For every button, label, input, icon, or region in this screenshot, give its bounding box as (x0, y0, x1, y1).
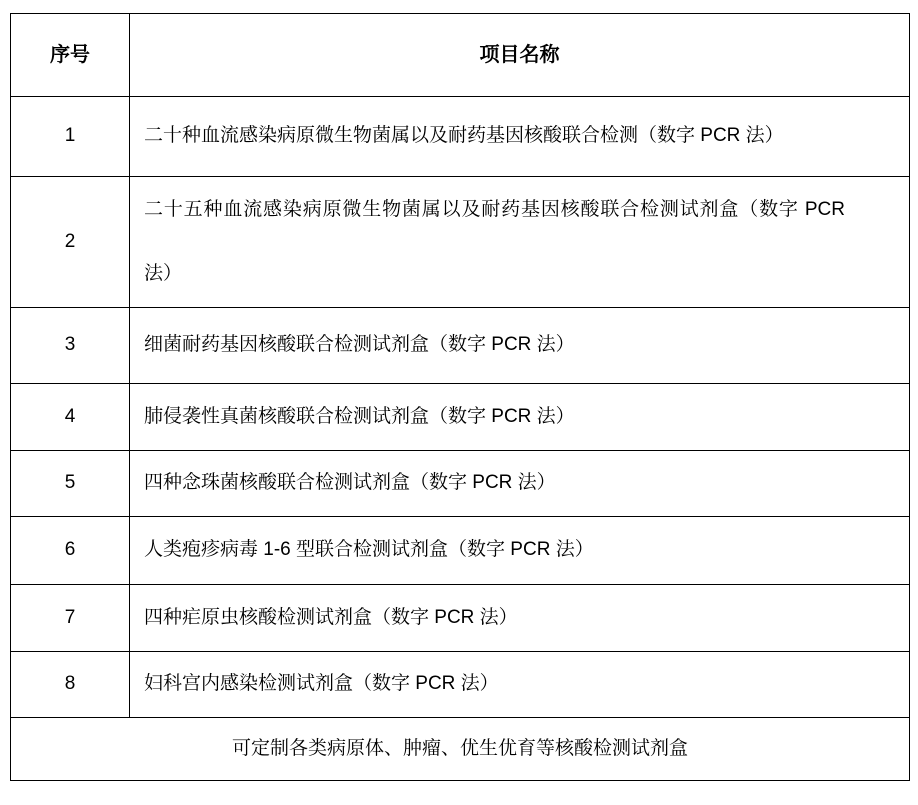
row-index-cell: 8 (11, 652, 130, 718)
project-name-cell: 细菌耐药基因核酸联合检测试剂盒（数字 PCR 法） (130, 308, 910, 384)
project-name-cell: 妇科宫内感染检测试剂盒（数字 PCR 法） (130, 652, 910, 718)
row-index-cell: 7 (11, 585, 130, 652)
table-header-row (11, 14, 910, 97)
header-name-cell: 项目名称 (130, 14, 910, 97)
table-row (11, 517, 910, 585)
table-row (11, 177, 910, 308)
project-name-cell: 肺侵袭性真菌核酸联合检测试剂盒（数字 PCR 法） (130, 384, 910, 451)
project-name-cell: 人类疱疹病毒 1-6 型联合检测试剂盒（数字 PCR 法） (130, 517, 910, 585)
row-index-cell: 6 (11, 517, 130, 585)
header-index-cell: 序号 (11, 14, 130, 97)
row-index-cell: 3 (11, 308, 130, 384)
footer-note-cell: 可定制各类病原体、肿瘤、优生优育等核酸检测试剂盒 (11, 718, 910, 781)
row-index-cell: 2 (11, 177, 130, 308)
row-index-cell: 1 (11, 97, 130, 177)
table-row (11, 97, 910, 177)
project-name-cell: 二十种血流感染病原微生物菌属以及耐药基因核酸联合检测（数字 PCR 法） (130, 97, 910, 177)
table-row (11, 451, 910, 517)
project-name-cell: 四种念珠菌核酸联合检测试剂盒（数字 PCR 法） (130, 451, 910, 517)
project-name-cell: 二十五种血流感染病原微生物菌属以及耐药基因核酸联合检测试剂盒（数字 PCR 法） (130, 177, 910, 308)
project-name-cell: 四种疟原虫核酸检测试剂盒（数字 PCR 法） (130, 585, 910, 652)
table-row (11, 384, 910, 451)
row-index-cell: 4 (11, 384, 130, 451)
table-row (11, 585, 910, 652)
table-row (11, 652, 910, 718)
table-footer-row (11, 718, 910, 781)
project-table (10, 13, 910, 781)
table-row (11, 308, 910, 384)
row-index-cell: 5 (11, 451, 130, 517)
